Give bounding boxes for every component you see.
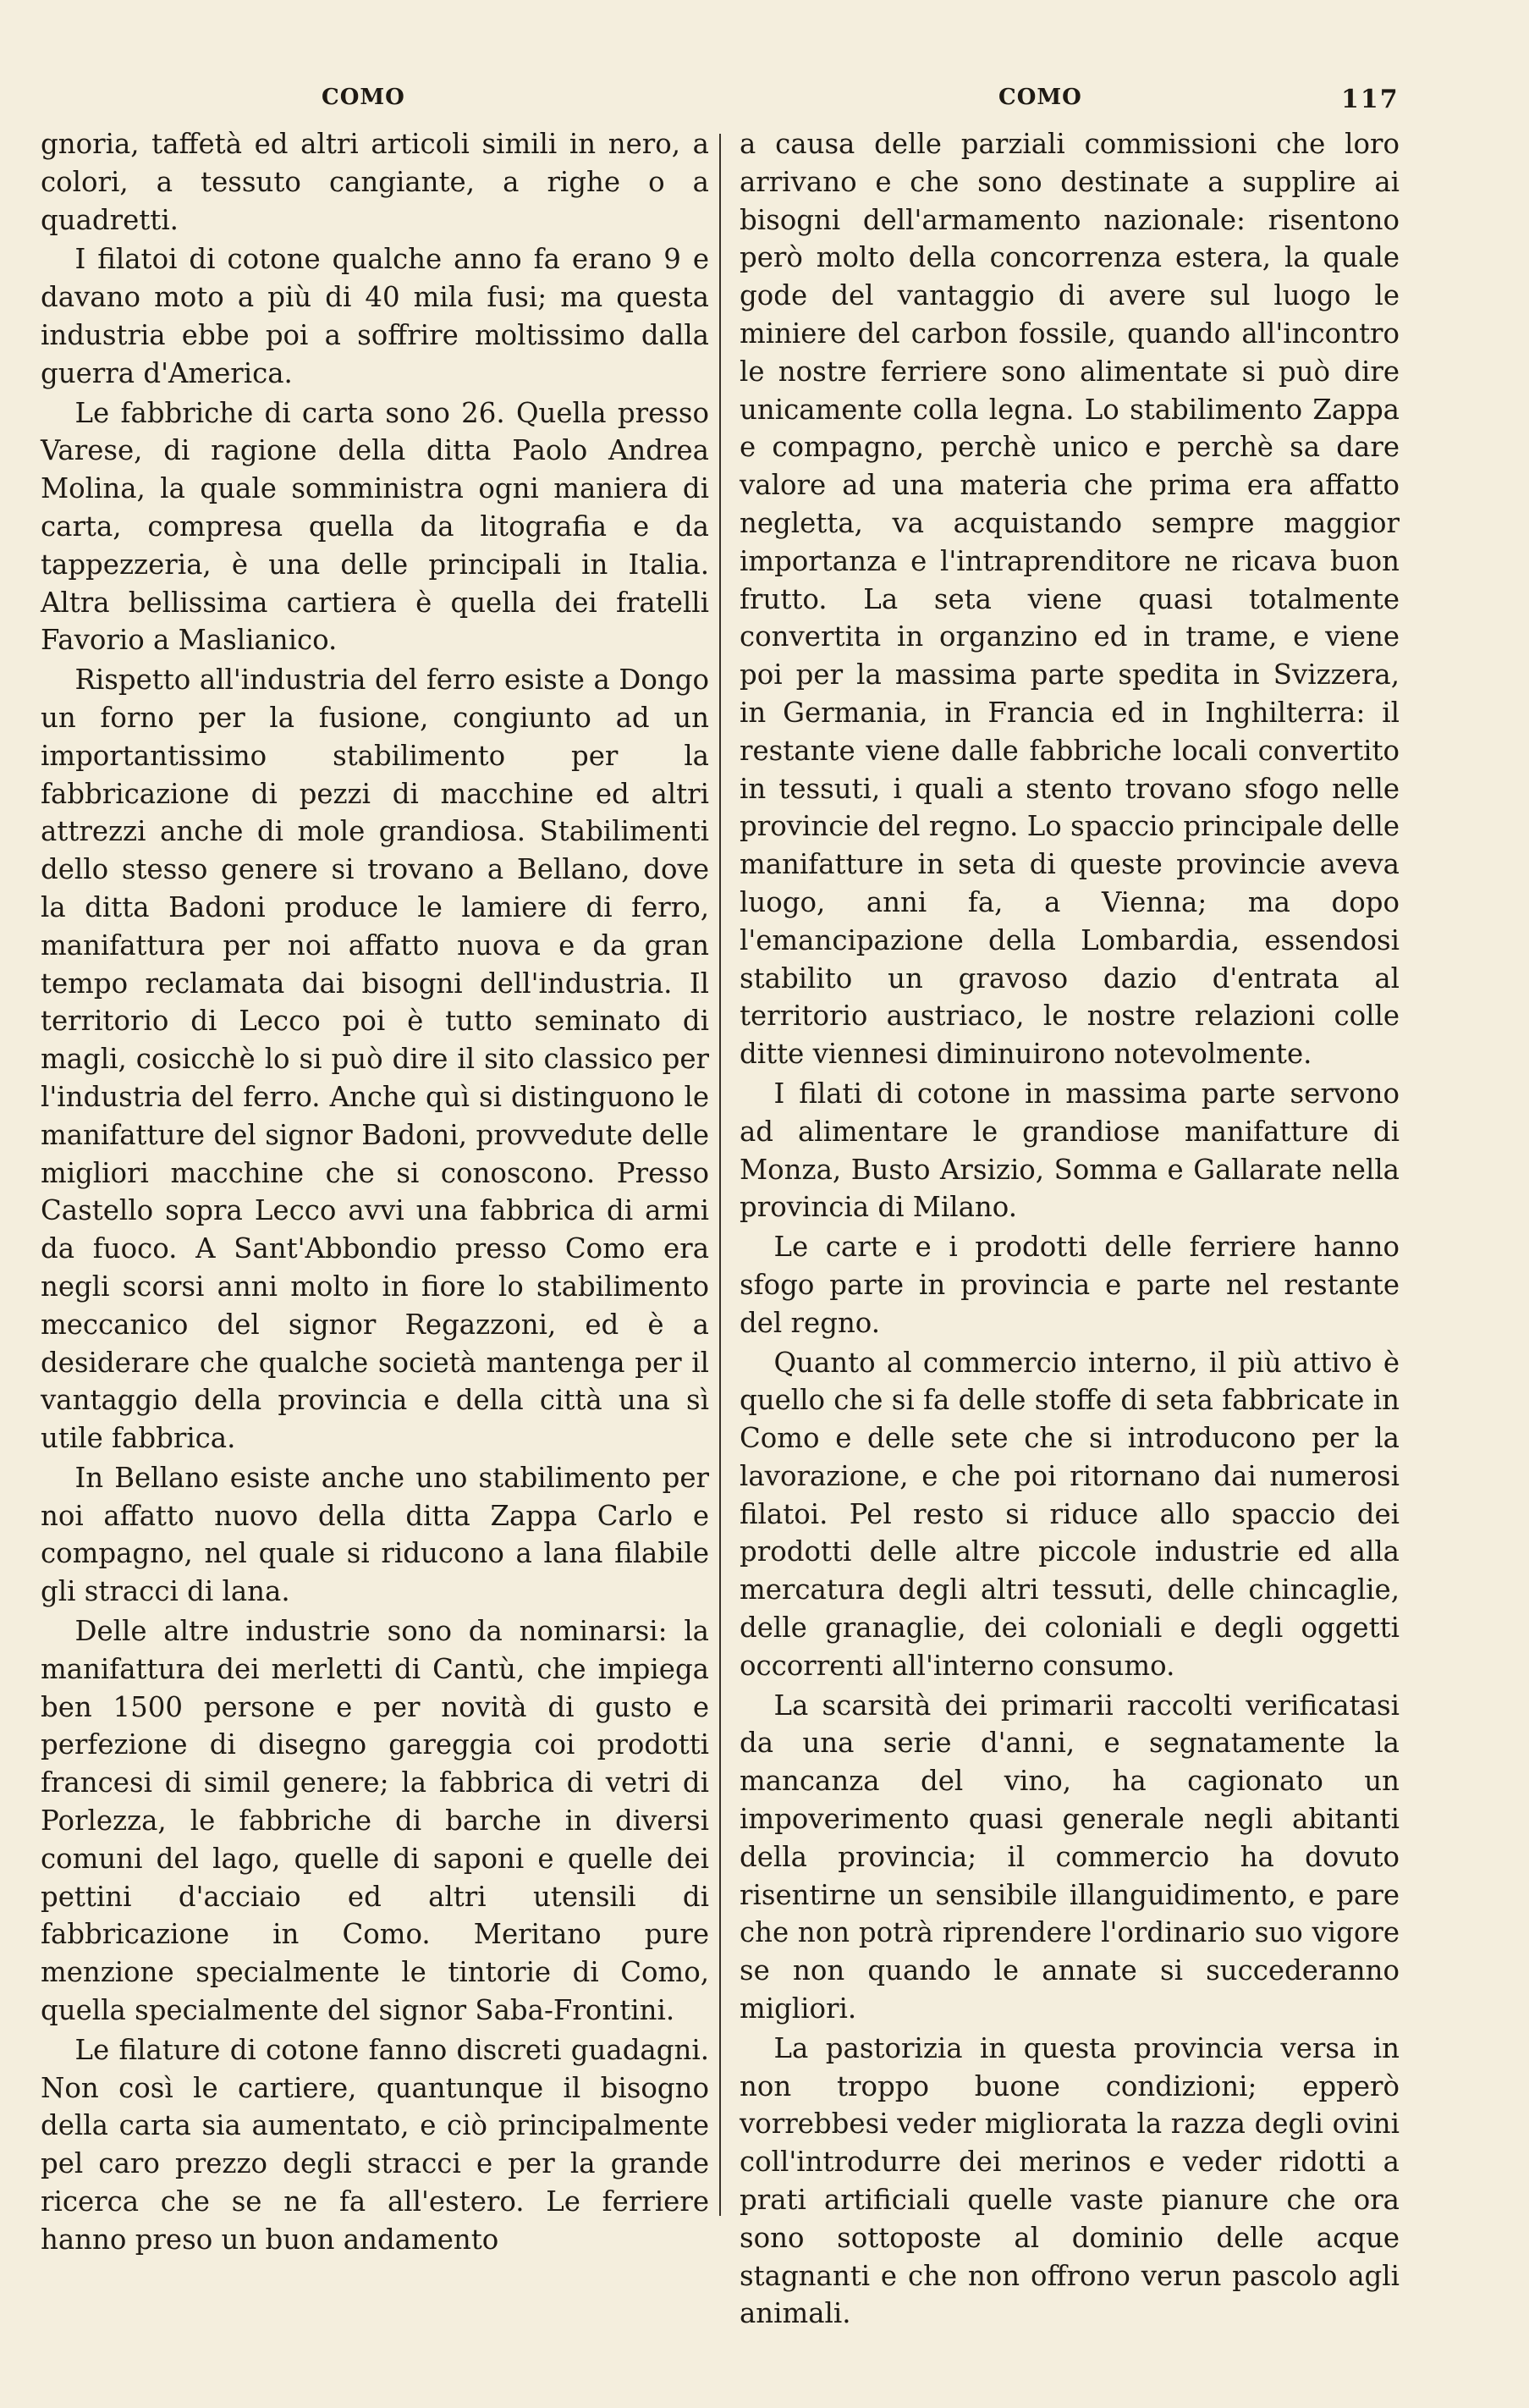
paragraph: gnoria, taffetà ed altri articoli simili in nero, a colori, a tessuto cangiante, a righe o a quadretti.	[41, 128, 709, 236]
paragraph: Delle altre industrie sono da nominarsi: la manifattura dei merletti di Cantù, che impiega ben 1500 persone e per novità di gusto e perfezione di disegno gareggia coi prodotti francesi di simil genere; la fabbrica di vetri di Porlezza, le fabbriche di barche in diversi comuni del lago, quelle di saponi e quelle dei pettini d'acciaio ed altri utensili di fabbricazione in Como. Meritano pure menzione specialmente le tintorie di Como, quella specialmente del signor Saba-Frontini.	[41, 1615, 709, 2027]
paragraph: Le carte e i prodotti delle ferriere hanno sfogo parte in provincia e parte nel restante del regno.	[740, 1231, 1400, 1339]
column-divider	[719, 134, 721, 2216]
paragraph: Le fabbriche di carta sono 26. Quella presso Varese, di ragione della ditta Paolo Andrea Molina, la quale somministra ogni maniera di carta, compresa quella da litografia e da tappezzeria, è una delle principali in Italia. Altra bellissima cartiera è quella dei fratelli Favorio a Maslianico.	[41, 396, 709, 657]
paragraph: In Bellano esiste anche uno stabilimento per noi affatto nuovo della ditta Zappa Carlo e compagno, nel quale si riducono a lana filabile gli stracci di lana.	[41, 1461, 709, 1608]
right-text-column	[740, 125, 1400, 2330]
paragraph: a causa delle parziali commissioni che loro arrivano e che sono destinate a supplire ai bisogni dell'armamento nazionale: risentono però molto della concorrenza estera, la quale gode del vantaggio di avere sul luogo le miniere del carbon fossile, quando all'incontro le nostre ferriere sono alimentate si può dire unicamente colla legna. Lo stabilimento Zappa e compagno, perchè unico e perchè sa dare valore ad una materia che prima era affatto negletta, va acquistando sempre maggior importanza e l'intraprenditore ne ricava buon frutto. La seta viene quasi totalmente convertita in organzino ed in trame, e viene poi per la massima parte spedita in Svizzera, in Germania, in Francia ed in Inghilterra: il restante viene dalle fabbriche locali convertito in tessuti, i quali a stento trovano sfogo nelle provincie del regno. Lo spaccio principale delle manifatture in seta di queste provincie aveva luogo, anni fa, a Vienna; ma dopo l'emancipazione della Lombardia, essendosi stabilito un gravoso dazio d'entrata al territorio austriaco, le nostre relazioni colle ditte viennesi diminuirono notevolmente.	[740, 128, 1400, 1071]
paragraph: Le filature di cotone fanno discreti guadagni. Non così le cartiere, quantunque il bisogno della carta sia aumentato, e ciò principalmente pel caro prezzo degli stracci e per la grande ricerca che se ne fa all'estero. Le ferriere hanno preso un buon andamento	[41, 2033, 709, 2256]
paragraph: Rispetto all'industria del ferro esiste a Dongo un forno per la fusione, congiunto ad un importantissimo stabilimento per la fabbricazione di pezzi di macchine ed altri attrezzi anche di mole grandiosa. Stabilimenti dello stesso genere si trovano a Bellano, dove la ditta Badoni produce le lamiere di ferro, manifattura per noi affatto nuova e da gran tempo reclamata dai bisogni dell'industria. Il territorio di Lecco poi è tutto seminato di magli, cosicchè lo si può dire il sito classico per l'industria del ferro. Anche quì si distinguono le manifatture del signor Badoni, provvedute delle migliori macchine che si conoscono. Presso Castello sopra Lecco avvi una fabbrica di armi da fuoco. A Sant'Abbondio presso Como era negli scorsi anni molto in fiore lo stabilimento meccanico del signor Regazzoni, ed è a desiderare che qualche società mantenga per il vantaggio della provincia e della città una sì utile fabbrica.	[41, 664, 709, 1455]
paragraph: La scarsità dei primarii raccolti verificatasi da una serie d'anni, e segnatamente la mancanza del vino, ha cagionato un impoverimento quasi generale negli abitanti della provincia; il commercio ha dovuto risentirne un sensibile illanguidimento, e pare che non potrà riprendere l'ordinario suo vigore se non quando le annate si succederanno migliori.	[740, 1689, 1400, 2025]
paragraph: I filati di cotone in massima parte servono ad alimentare le grandiose manifatture di Monza, Busto Arsizio, Somma e Gallarate nella provincia di Milano.	[740, 1077, 1400, 1224]
page-number: 117	[1341, 85, 1400, 114]
paragraph: I filatoi di cotone qualche anno fa erano 9 e davano moto a più di 40 mila fusi; ma questa industria ebbe poi a soffrire moltissimo dalla guerra d'America.	[41, 243, 709, 389]
running-head-right: COMO	[998, 85, 1082, 110]
running-head-left: COMO	[322, 85, 405, 110]
paragraph: Quanto al commercio interno, il più attivo è quello che si fa delle stoffe di seta fabbricate in Como e delle sete che si introducono per la lavorazione, e che poi ritornano dai numerosi filatoi. Pel resto si riduce allo spaccio dei prodotti delle altre piccole industrie ed alla mercatura degli altri tessuti, delle chincaglie, delle granaglie, dei coloniali e degli oggetti occorrenti all'interno consumo.	[740, 1346, 1400, 1682]
left-text-column	[41, 125, 709, 2256]
paragraph: La pastorizia in questa provincia versa in non troppo buone condizioni; epperò vorrebbesi veder migliorata la razza degli ovini coll'introdurre dei merinos e veder ridotti a prati artificiali quelle vaste pianure che ora sono sottoposte al dominio delle acque stagnanti e che non offrono verun pascolo agli animali.	[740, 2031, 1400, 2330]
